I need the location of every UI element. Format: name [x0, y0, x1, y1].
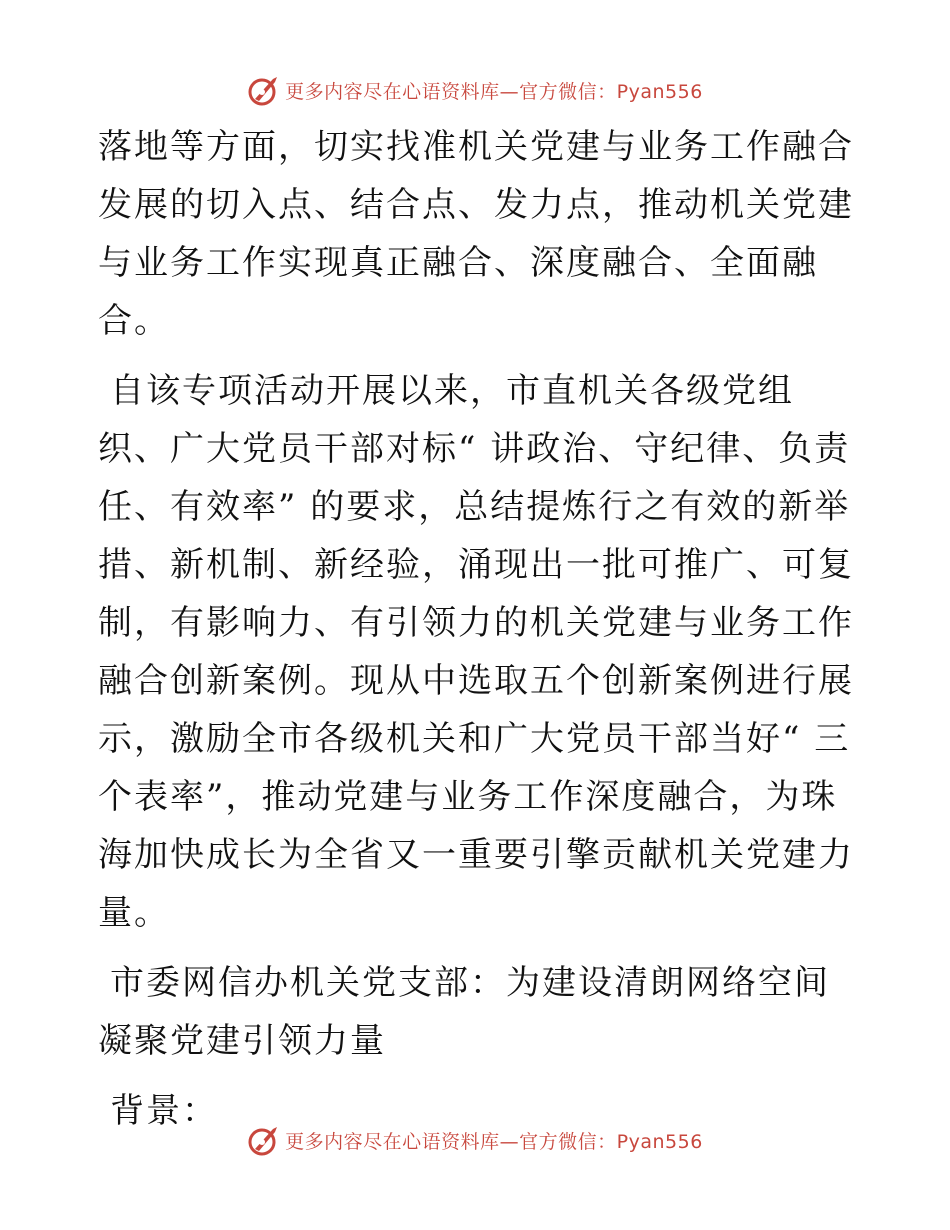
- watermark-text: 更多内容尽在心语资料库—官方微信：Pyan556: [285, 80, 703, 103]
- paragraph-1: 落地等方面，切实找准机关党建与业务工作融合发展的切入点、结合点、发力点，推动机关党建与业务工作实现真正融合、深度融合、全面融合。: [98, 127, 854, 341]
- background-label: 背景：: [110, 1091, 218, 1131]
- watermark-text: 更多内容尽在心语资料库—官方微信：Pyan556: [285, 1130, 703, 1153]
- document-body: [98, 118, 858, 1152]
- section-heading: 市委网信办机关党支部：为建设清朗网络空间凝聚党建引领力量: [98, 963, 830, 1061]
- quill-logo-icon: [247, 73, 281, 107]
- quill-logo-icon: [247, 1123, 281, 1157]
- paragraph-2: 自该专项活动开展以来，市直机关各级党组织、广大党员干部对标“ 讲政治、守纪律、负责任、有效率” 的要求，总结提炼行之有效的新举措、新机制、新经验，涌现出一批可推广、可复制，有影响力、有引领力的机关党建与业务工作融合创新案例。现从中选取五个创新案例进行展示，激励全市各级机关和广大党员干部当好“ 三个表率”，推动党建与业务工作深度融合，为珠海加快成长为全省又一重要引擎贡献机关党建力量。: [98, 371, 854, 933]
- header-watermark: [0, 70, 950, 110]
- footer-watermark: [0, 1120, 950, 1160]
